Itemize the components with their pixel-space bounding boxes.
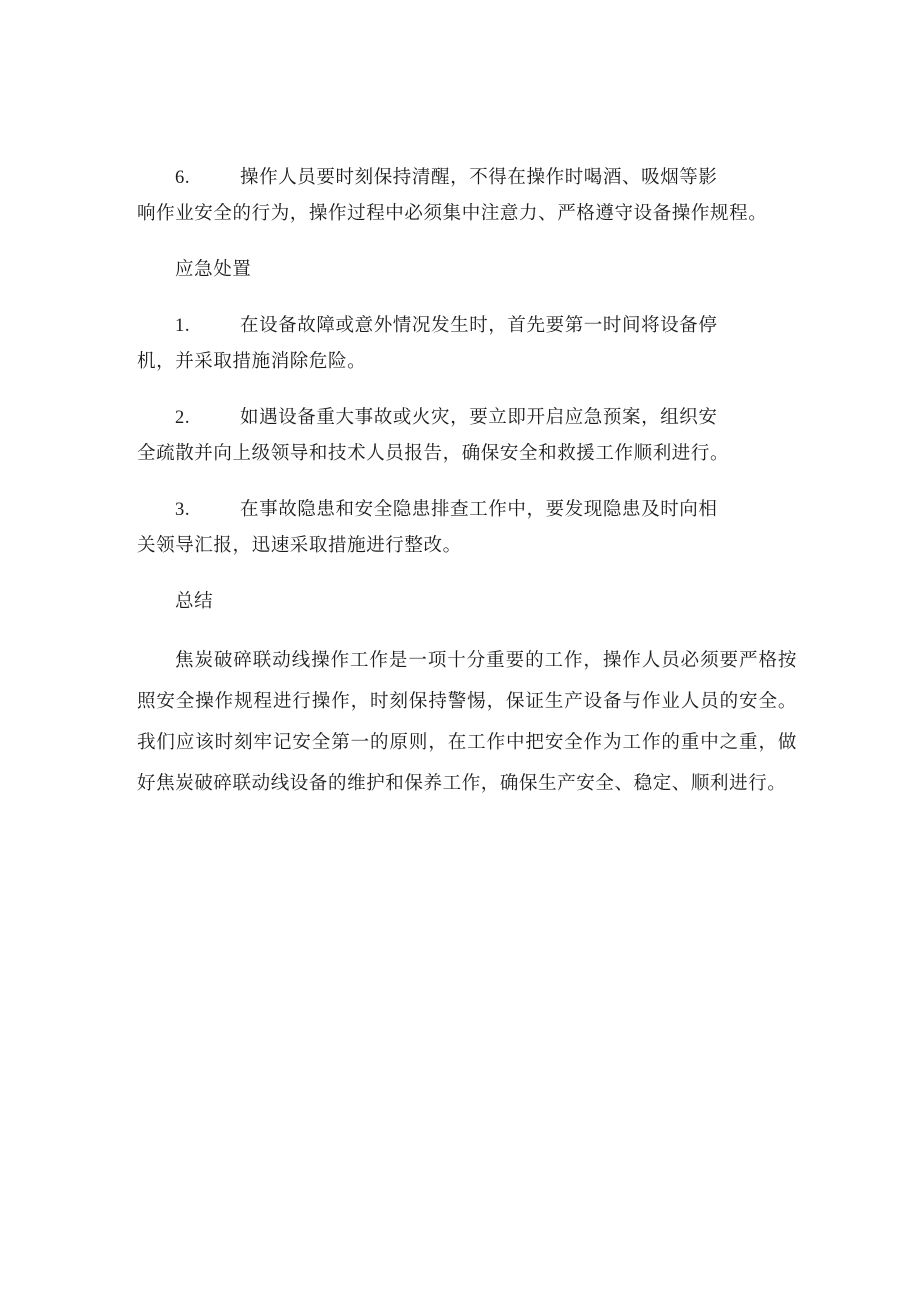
list-item-text: 在事故隐患和安全隐患排查工作中，要发现隐患及时向相 xyxy=(240,499,718,520)
list-item-continuation: 关领导汇报，迅速采取措施进行整改。 xyxy=(137,535,462,556)
summary-paragraph: 焦炭破碎联动线操作工作是一项十分重要的工作，操作人员必须要严格按照安全操作规程进行操作，时刻保持警惕，保证生产设备与作业人员的安全。我们应该时刻牢记安全第一的原则，在工作中把安全作为工作的重中之重，做好焦炭破碎联动线设备的维护和保养工作，确保生产安全、稳定、顺利进行。 xyxy=(137,650,797,794)
document-body xyxy=(137,160,797,804)
list-item-first-line xyxy=(137,400,747,436)
list-number: 6. xyxy=(175,168,191,188)
list-item-text: 如遇设备重大事故或火灾，要立即开启应急预案，组织安 xyxy=(240,407,718,428)
list-item-continuation: 全疏散并向上级领导和技术人员报告，确保安全和救援工作顺利进行。 xyxy=(137,443,730,464)
list-item-continuation: 响作业安全的行为，操作过程中必须集中注意力、严格遵守设备操作规程。 xyxy=(137,203,768,224)
list-item-1 xyxy=(137,308,797,380)
list-number: 2. xyxy=(175,408,191,428)
list-item-text: 在设备故障或意外情况发生时，首先要第一时间将设备停 xyxy=(240,315,718,336)
list-item-first-line xyxy=(137,160,747,196)
list-number: 3. xyxy=(175,500,191,520)
list-number: 1. xyxy=(175,316,191,336)
list-item-3 xyxy=(137,492,797,564)
section-heading-emergency: 应急处置 xyxy=(175,259,252,280)
list-item-continuation: 机，并采取措施消除危险。 xyxy=(137,351,367,372)
list-item-6 xyxy=(137,160,797,232)
section-heading-summary: 总结 xyxy=(175,591,214,612)
list-item-first-line xyxy=(137,492,747,528)
list-item-2 xyxy=(137,400,797,472)
list-item-first-line xyxy=(137,308,747,344)
list-item-text: 操作人员要时刻保持清醒，不得在操作时喝酒、吸烟等影 xyxy=(240,167,718,188)
